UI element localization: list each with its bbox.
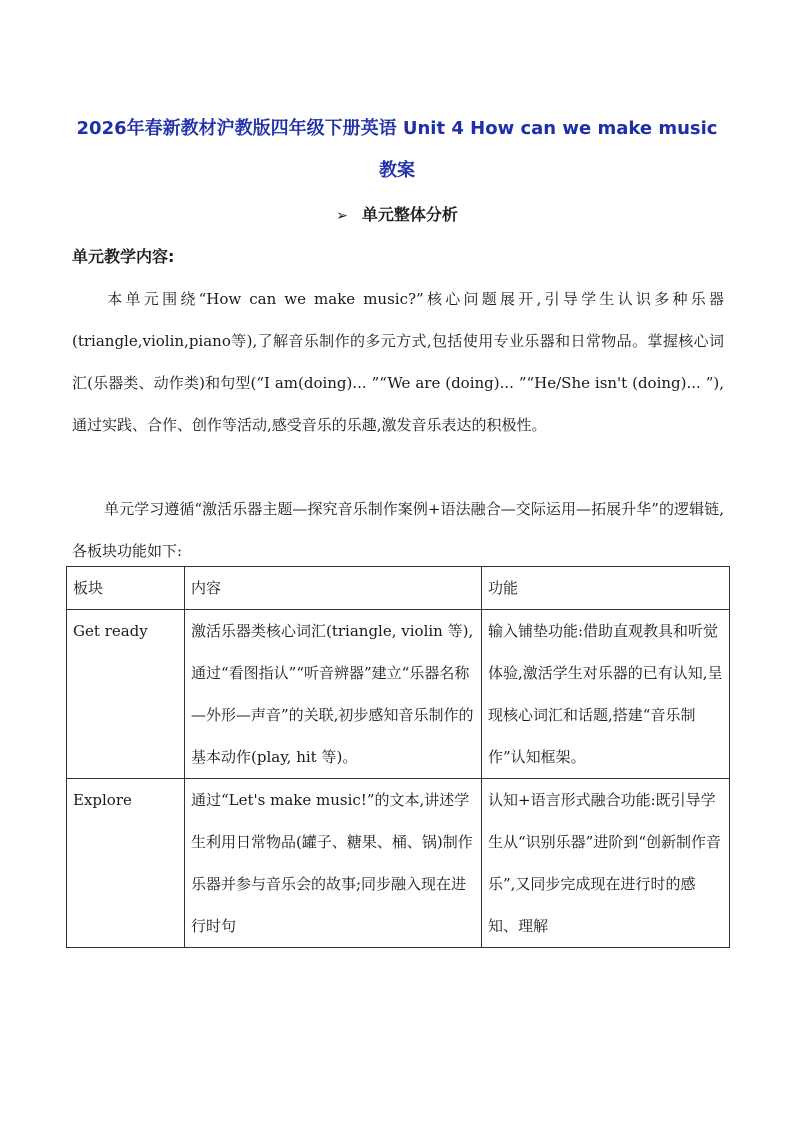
- table-cell-function: 输入铺垫功能:借助直观教具和听觉体验,激活学生对乐器的已有认知,呈现核心词汇和话题,搭建“音乐制作”认知框架。: [482, 610, 730, 779]
- table-cell-content: 激活乐器类核心词汇(triangle, violin 等),通过“看图指认”“听音辨器”建立“乐器名称—外形—声音”的关联,初步感知音乐制作的基本动作(play, hit 等)。: [185, 610, 482, 779]
- document-title-line-2: 教案: [379, 160, 415, 181]
- paragraph-2-text: 单元学习遵循“激活乐器主题—探究音乐制作案例+语法融合—交际运用—拓展升华”的逻辑链,各板块功能如下:: [72, 500, 724, 560]
- table-header-cell: 板块: [67, 567, 185, 610]
- section-heading: [0, 202, 794, 225]
- table-header-row: [67, 567, 730, 610]
- table-row: [67, 779, 730, 948]
- paragraph-2: [72, 488, 724, 572]
- table-header-cell: 功能: [482, 567, 730, 610]
- subheading: 单元教学内容:: [72, 247, 175, 266]
- table-cell-function: 认知+语言形式融合功能:既引导学生从“识别乐器”进阶到“创新制作音乐”,又同步完成现在进行时的感知、理解: [482, 779, 730, 948]
- table-row: [67, 610, 730, 779]
- table-cell-block: Explore: [67, 779, 185, 948]
- paragraph-1: [72, 278, 724, 446]
- paragraph-1-text: 本单元围绕“How can we make music?”核心问题展开,引导学生认识多种乐器(triangle,violin,piano等),了解音乐制作的多元方式,包括使用专业乐器和日常物品。掌握核心词汇(乐器类、动作类)和句型(“I am(doing)... ”“We are (doing)... ”“He/She isn't (doing)... ”),通过实践、合作、创作等活动,感受音乐的乐趣,激发音乐表达的积极性。: [72, 290, 724, 434]
- unit-overview-table: [66, 566, 730, 948]
- table-cell-content: 通过“Let's make music!”的文本,讲述学生利用日常物品(罐子、糖果、桶、锅)制作乐器并参与音乐会的故事;同步融入现在进行时句: [185, 779, 482, 948]
- document-title-line-1: 2026年春新教材沪教版四年级下册英语 Unit 4 How can we make music: [76, 118, 718, 139]
- table-cell-block: Get ready: [67, 610, 185, 779]
- table-header-cell: 内容: [185, 567, 482, 610]
- section-heading-text: 单元整体分析: [361, 205, 458, 224]
- arrow-bullet-icon: ➢: [336, 208, 348, 224]
